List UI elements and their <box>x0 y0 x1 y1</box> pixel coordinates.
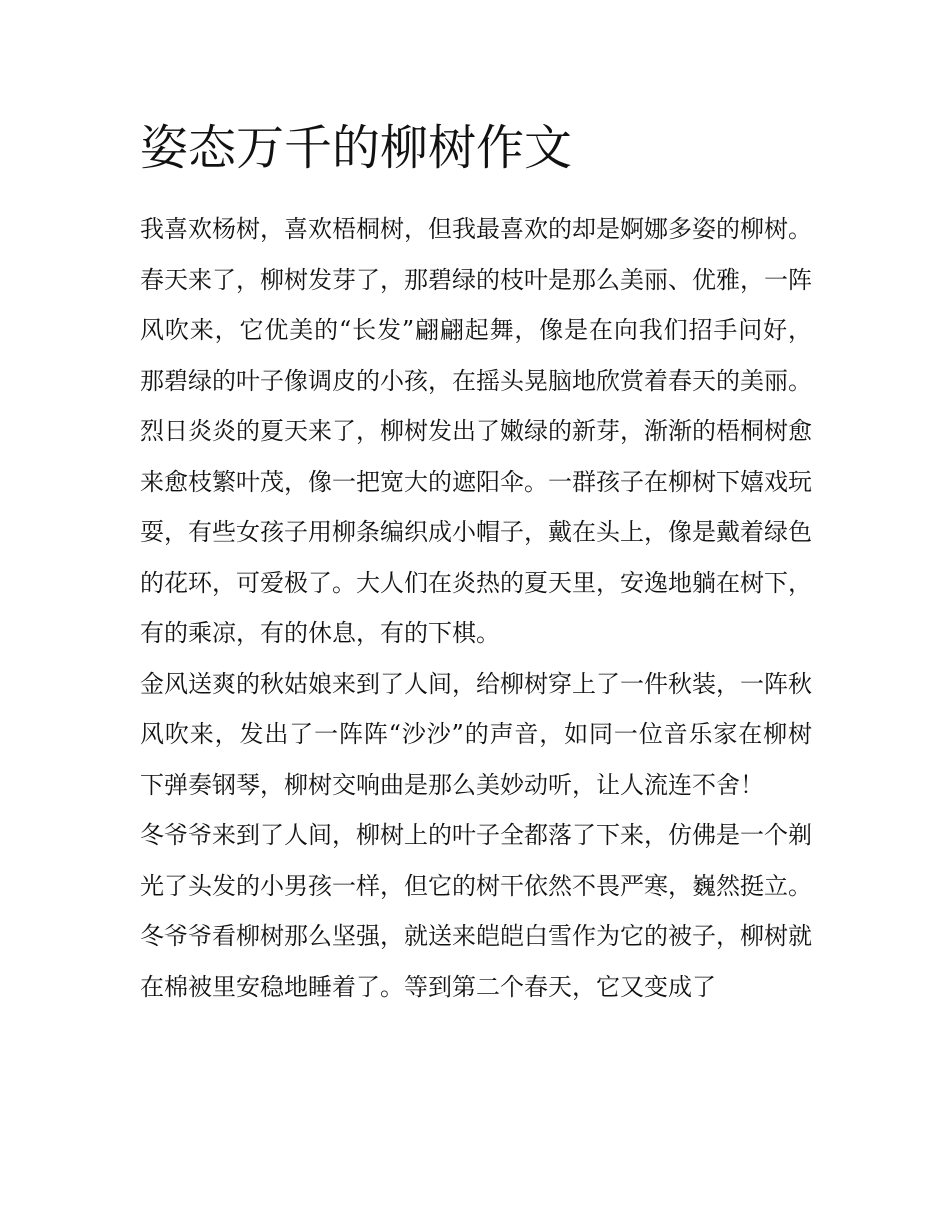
page-title: 姿态万千的柳树作文 <box>140 120 573 176</box>
paragraph-winter: 冬爷爷来到了人间，柳树上的叶子全都落了下来，仿佛是一个剃光了头发的小男孩一样，但它的树干依然不畏严寒，巍然挺立。冬爷爷看柳树那么坚强，就送来皑皑白雪作为它的被子，柳树就在棉被里安稳地睡着了。等到第二个春天，它又变成了 <box>140 821 812 1001</box>
document-body <box>140 112 812 1012</box>
paragraph-summer: 烈日炎炎的夏天来了，柳树发出了嫩绿的新芽，渐渐的梧桐树愈来愈枝繁叶茂，像一把宽大的遮阳伞。一群孩子在柳树下嬉戏玩耍，有些女孩子用柳条编织成小帽子，戴在头上，像是戴着绿色的花环，可爱极了。大人们在炎热的夏天里，安逸地躺在树下，有的乘凉，有的休息，有的下棋。 <box>140 417 812 647</box>
paragraph-intro: 我喜欢杨树，喜欢梧桐树，但我最喜欢的却是婀娜多姿的柳树。 <box>140 215 812 243</box>
paragraph-spring: 春天来了，柳树发芽了，那碧绿的枝叶是那么美丽、优雅，一阵风吹来，它优美的“长发”翩翩起舞，像是在向我们招手问好，那碧绿的叶子像调皮的小孩，在摇头晃脑地欣赏着春天的美丽。 <box>140 265 812 395</box>
paragraph-autumn: 金风送爽的秋姑娘来到了人间，给柳树穿上了一件秋装，一阵秋风吹来，发出了一阵阵“沙沙”的声音，如同一位音乐家在柳树下弹奏钢琴，柳树交响曲是那么美妙动听，让人流连不舍！ <box>140 669 812 799</box>
